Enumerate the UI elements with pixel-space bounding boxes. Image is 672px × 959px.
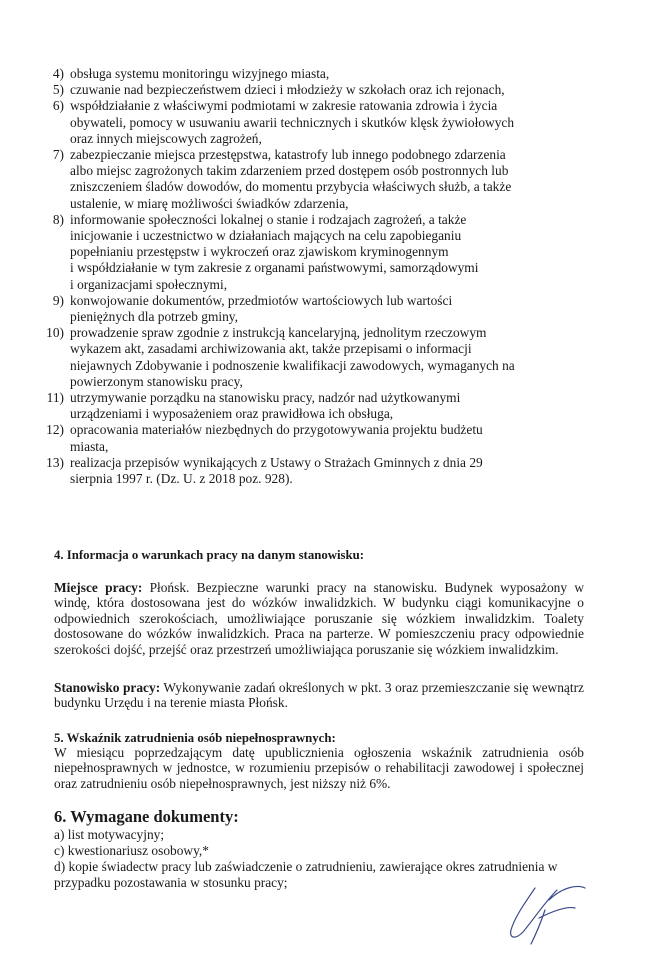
- duty-line: czuwanie nad bezpieczeństwem dzieci i młodzieży w szkołach oraz ich rejonach,: [70, 82, 505, 98]
- duty-line: niejawnych Zdobywanie i podnoszenie kwalifikacji zawodowych, wymaganych na: [70, 357, 515, 373]
- duty-item: [0, 455, 672, 487]
- duty-number: 9): [52, 292, 64, 308]
- duty-text: [70, 66, 580, 82]
- duty-text: [70, 390, 580, 422]
- duty-number: 5): [52, 82, 64, 98]
- duty-number: 12): [46, 422, 64, 438]
- duty-text: [70, 422, 580, 454]
- duty-text: [70, 82, 580, 98]
- duty-line: opracowania materiałów niezbędnych do przygotowywania projektu budżetu: [70, 422, 483, 438]
- duty-text: [70, 455, 580, 487]
- duty-number: 10): [46, 325, 64, 341]
- duty-line: i współdziałanie w tym zakresie z organami państwowymi, samorządowymi: [70, 260, 479, 276]
- section-5-title: 5. Wskaźnik zatrudnienia osób niepełnosprawnych:: [54, 731, 336, 745]
- duty-item: [0, 293, 672, 325]
- duty-item: [0, 422, 672, 454]
- duty-item: [0, 82, 672, 98]
- workplace-text: Płońsk. Bezpieczne warunki pracy na stanowisku. Budynek wyposażony w windę, która dostosowana jest do wózków inwalidzkich. W budynku ciągi komunikacyjne o odpowiednich szerokościach, umożliwiające poruszanie się wózkiem inwalidzkim. Toalety dostosowane do wózków inwalidzkich. Praca na parterze. W pomieszczeniu pracy odpowiednie szerokości dojść, przejść oraz przestrzeń umożliwiająca poruszanie się wózkiem inwalidzkim.: [54, 580, 584, 657]
- section-5-text: W miesiącu poprzedzającym datę upublicznienia ogłoszenia wskaźnik zatrudnienia osób niepełnosprawnych w jednostce, w rozumieniu przepisów o rehabilitacji zawodowej i społecznej oraz zatrudnieniu osób niepełnosprawnych, jest niższy niż 6%.: [54, 745, 584, 791]
- duty-line: obywateli, pomocy w usuwaniu awarii technicznych i skutków klęsk żywiołowych: [70, 114, 515, 130]
- duty-line: obsługa systemu monitoringu wizyjnego miasta,: [70, 66, 330, 81]
- duty-line: powierzonym stanowisku pracy,: [70, 373, 243, 389]
- duty-line: albo miejsc zagrożonych takim zdarzeniem przed dostępem osób postronnych lub: [70, 163, 509, 179]
- duty-text: [70, 325, 580, 390]
- position-text: Wykonywanie zadań określonych w pkt. 3 oraz przemieszczanie się wewnątrz budynku Urzędu i na terenie miasta Płońsk.: [54, 680, 584, 711]
- duty-line: popełnianiu przestępstw i wykroczeń oraz zjawiskom kryminogennym: [70, 244, 449, 260]
- duty-line: utrzymywanie porządku na stanowisku pracy, nadzór nad użytkowanymi: [70, 390, 461, 406]
- section-4-title: 4. Informacja o warunkach pracy na danym stanowisku:: [54, 548, 364, 562]
- duty-line: ustalenie, w miarę możliwości świadków zdarzenia,: [70, 195, 349, 211]
- duty-line: i organizacjami społecznymi,: [70, 276, 228, 292]
- duty-line: realizacja przepisów wynikających z Ustawy o Strażach Gminnych z dnia 29: [70, 454, 483, 470]
- duty-item: [0, 390, 672, 422]
- duty-number: 6): [52, 98, 64, 114]
- duty-line: miasta,: [70, 438, 109, 454]
- duty-text: [70, 293, 580, 325]
- duty-number: 7): [52, 147, 64, 163]
- section-6-title: 6. Wymagane dokumenty:: [54, 807, 239, 826]
- section-4-workplace: [54, 580, 584, 657]
- handwritten-signature: [505, 880, 595, 946]
- duty-number: 13): [46, 454, 64, 470]
- duty-item: [0, 147, 672, 212]
- duty-number: 11): [46, 390, 64, 406]
- duty-text: [70, 147, 580, 212]
- document-item: a) list motywacyjny;: [54, 827, 165, 842]
- duty-item: [0, 325, 672, 390]
- duty-text: [70, 98, 580, 147]
- document-item: d) kopie świadectw pracy lub zaświadczenie o zatrudnieniu, zawierające okres zatrudnienia w: [54, 859, 558, 874]
- duty-line: współdziałanie z właściwymi podmiotami w zakresie ratowania zdrowia i życia: [70, 98, 498, 114]
- duty-text: [70, 212, 580, 293]
- document-item: przypadku pozostawania w stosunku pracy;: [54, 875, 288, 890]
- duty-line: zabezpieczanie miejsca przestępstwa, katastrofy lub innego podobnego zdarzenia: [70, 147, 506, 163]
- duties-list: [0, 66, 672, 487]
- duty-line: oraz innych miejscowych zagrożeń,: [70, 130, 262, 146]
- document-item: c) kwestionariusz osobowy,*: [54, 843, 209, 858]
- duty-item: [0, 66, 672, 82]
- duty-line: wykazem akt, zasadami archiwizowania akt, także przepisami o informacji: [70, 341, 472, 357]
- duty-line: urządzeniami i wyposażeniem oraz prawidłowa ich obsługa,: [70, 406, 394, 422]
- duty-line: inicjowanie i uczestnictwo w działaniach mających na celu zapobieganiu: [70, 228, 462, 244]
- duty-number: 4): [52, 66, 64, 81]
- duty-line: prowadzenie spraw zgodnie z instrukcją kancelaryjną, jednolitym rzeczowym: [70, 325, 487, 341]
- duty-line: zniszczeniem śladów dowodów, do momentu przybycia właściwych służb, a także: [70, 179, 512, 195]
- duty-number: 8): [52, 211, 64, 227]
- section-4-position: [54, 680, 584, 711]
- duty-line: konwojowanie dokumentów, przedmiotów wartościowych lub wartości: [70, 292, 453, 308]
- duty-line: pieniężnych dla potrzeb gminy,: [70, 309, 238, 325]
- position-label: Stanowisko pracy:: [54, 680, 161, 695]
- workplace-label: Miejsce pracy:: [54, 580, 143, 595]
- duty-line: informowanie społeczności lokalnej o stanie i rodzajach zagrożeń, a także: [70, 211, 467, 227]
- duty-item: [0, 212, 672, 293]
- duty-line: sierpnia 1997 r. (Dz. U. z 2018 poz. 928).: [70, 471, 293, 487]
- duty-item: [0, 98, 672, 147]
